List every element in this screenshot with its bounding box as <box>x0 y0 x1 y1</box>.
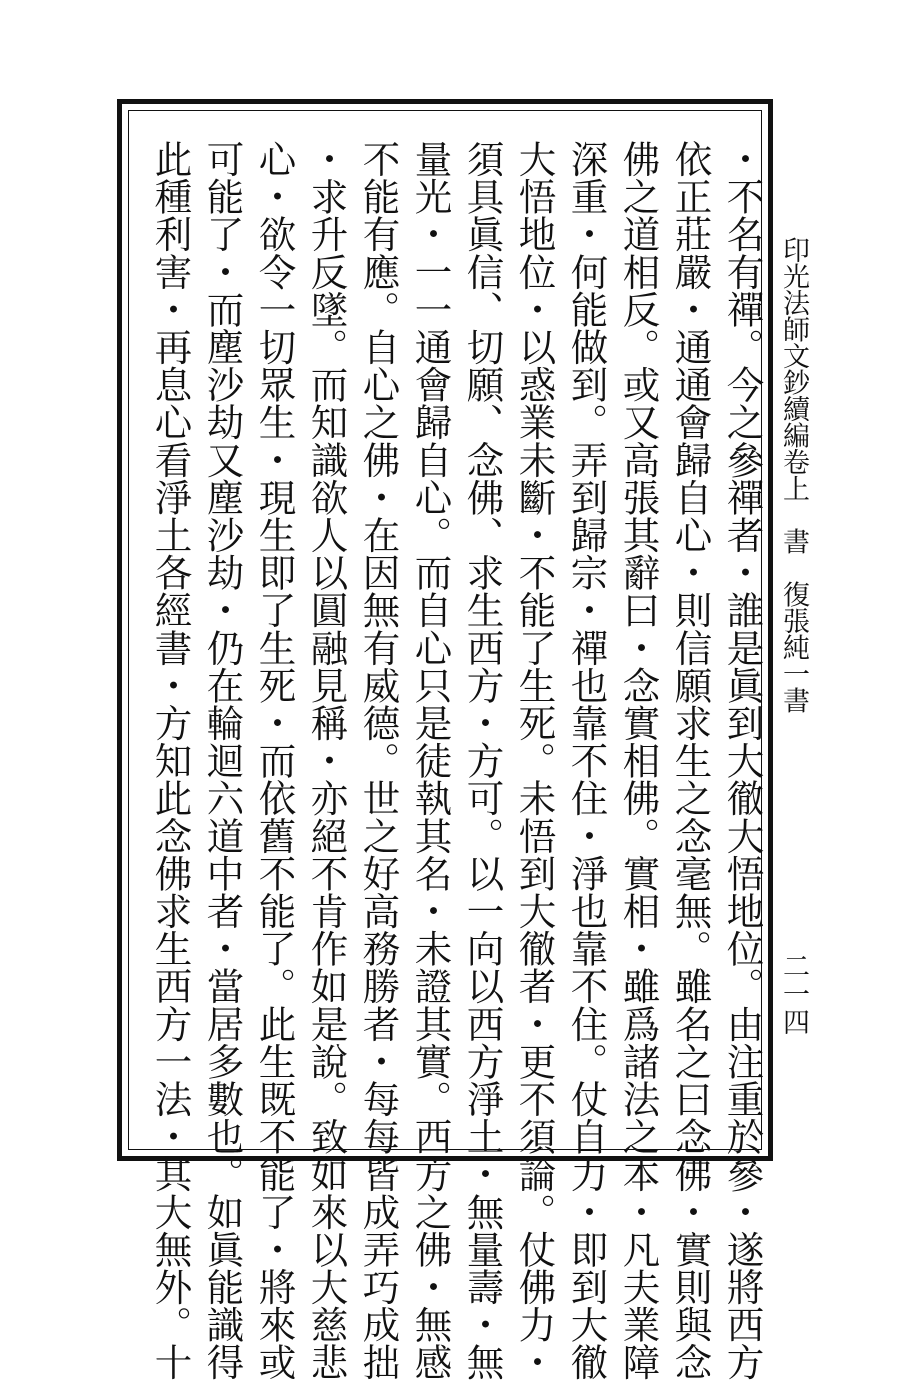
text-column: 可能了・而塵沙劫又塵沙劫・仍在輪迴六道中者・當居多數也。如眞能識得 <box>200 140 245 1381</box>
text-column: ・求升反墜。而知識欲人以圓融見稱・亦絕不肯作如是說。致如來以大慈悲 <box>304 140 349 1381</box>
text-column: 大悟地位・以惑業未斷・不能了生死。未悟到大徹者・更不須論。仗佛力・ <box>512 140 557 1381</box>
text-column: 深重・何能做到。弄到歸宗・禪也靠不住・淨也靠不住。仗自力・即到大徹 <box>564 140 609 1381</box>
text-column: 心・欲令一切眾生・現生即了生死・而依舊不能了。此生既不能了・將來或 <box>252 140 297 1381</box>
text-column: 此種利害・再息心看淨土各經書・方知此念佛求生西方一法・其大無外。十 <box>148 140 193 1381</box>
text-column: 依正莊嚴・通通會歸自心・則信願求生之念毫無。雖名之曰念佛・實則與念 <box>668 140 713 1381</box>
running-header: 印光法師文鈔續編卷上 書 復張純一書 <box>778 236 809 713</box>
text-column: ・不名有禪。今之參禪者・誰是眞到大徹大悟地位。由注重於參・遂將西方 <box>720 140 765 1381</box>
text-column: 不能有應。自心之佛・在因無有威德。世之好高務勝者・每每皆成弄巧成拙 <box>356 140 401 1381</box>
page-number: 二一四 <box>778 952 809 1036</box>
text-column: 量光・一一通會歸自心。而自心只是徒執其名・未證其實。西方之佛・無感 <box>408 140 453 1381</box>
text-column: 佛之道相反。或又高張其辭曰・念實相佛。實相・雖爲諸法之本・凡夫業障 <box>616 140 661 1381</box>
text-column: 須具眞信、切願、念佛、求生西方・方可。以一向以西方淨土・無量壽・無 <box>460 140 505 1381</box>
